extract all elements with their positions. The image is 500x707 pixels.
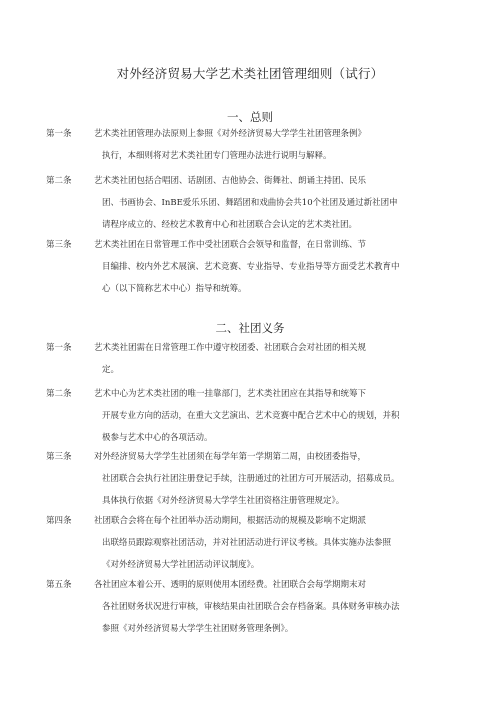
article-line: 《对外经济贸易大学社团活动评议制度》。	[102, 560, 260, 570]
document-title: 对外经济贸易大学艺术类社团管理细则（试行）	[116, 66, 384, 81]
article-line: 出联络员跟踪观察社团活动，并对社团活动进行评议考核。具体实施办法参照	[102, 538, 392, 548]
article-line: 开展专业方向的活动，在重大文艺演出、艺术竞赛中配合艺术中心的规划，并积	[102, 411, 400, 421]
article-line: 极参与艺术中心的各项活动。	[102, 433, 213, 443]
article-label: 第二条	[46, 176, 72, 186]
article-line: 社团联合会执行社团注册登记手续，注册通过的社团方可开展活动，招募成员。	[102, 474, 400, 484]
article-line: 社团联合会将在每个社团举办活动期间，根据活动的规模及影响不定期派	[94, 516, 367, 526]
article-label: 第三条	[46, 240, 72, 250]
article-line: 艺术类社团管理办法原则上参照《对外经济贸易大学学生社团管理条例》	[94, 129, 367, 139]
article-line: 执行，本细则将对艺术类社团专门管理办法进行说明与解释。	[102, 151, 332, 161]
article-label: 第二条	[46, 389, 72, 399]
article-line: 心（以下简称艺术中心）指导和统筹。	[102, 284, 247, 294]
article-line: 具体执行依据《对外经济贸易大学学生社团资格注册管理规定》。	[102, 496, 345, 506]
section-heading-general: 一、总则	[227, 110, 273, 124]
article-line: 定。	[102, 365, 120, 375]
article-label: 第五条	[46, 580, 72, 590]
article-line: 各社团财务状况进行审核，审核结果由社团联合会存档备案。具体财务审核办法	[102, 602, 400, 612]
article-line: 艺术类社团包括合唱团、话剧团、吉他协会、街舞社、朗诵主持团、民乐	[94, 176, 367, 186]
article-line: 艺术类社团在日常管理工作中受社团联合会领导和监督，在日常训练、节	[94, 240, 367, 250]
article-line: 目编排、校内外艺术展演、艺术竞赛、专业指导、专业指导等方面受艺术教育中	[102, 262, 400, 272]
article-line: 参照《对外经济贸易大学学生社团财务管理条例》。	[102, 624, 294, 634]
article-label: 第四条	[46, 516, 72, 526]
article-label: 第一条	[46, 129, 72, 139]
article-line: 对外经济贸易大学学生社团须在每学年第一学期第二周，由校团委指导，	[94, 452, 367, 462]
article-line: 艺术中心为艺术类社团的唯一挂靠部门，艺术类社团应在其指导和统筹下	[94, 389, 367, 399]
section-heading-obligations: 二、社团义务	[215, 321, 285, 335]
article-line: 团、书画协会、InBE爱乐乐团、舞蹈团和戏曲协会共10个社团及通过新社团申	[102, 198, 398, 208]
article-line: 请程序成立的、经校艺术教育中心和社团联合会认定的艺术类社团。	[102, 220, 358, 230]
article-label: 第三条	[46, 452, 72, 462]
article-line: 各社团应本着公开、透明的原则使用本团经费。社团联合会每学期期末对	[94, 580, 367, 590]
article-line: 艺术类社团需在日常管理工作中遵守校团委、社团联合会对社团的相关规	[94, 343, 367, 353]
article-label: 第一条	[46, 343, 72, 353]
